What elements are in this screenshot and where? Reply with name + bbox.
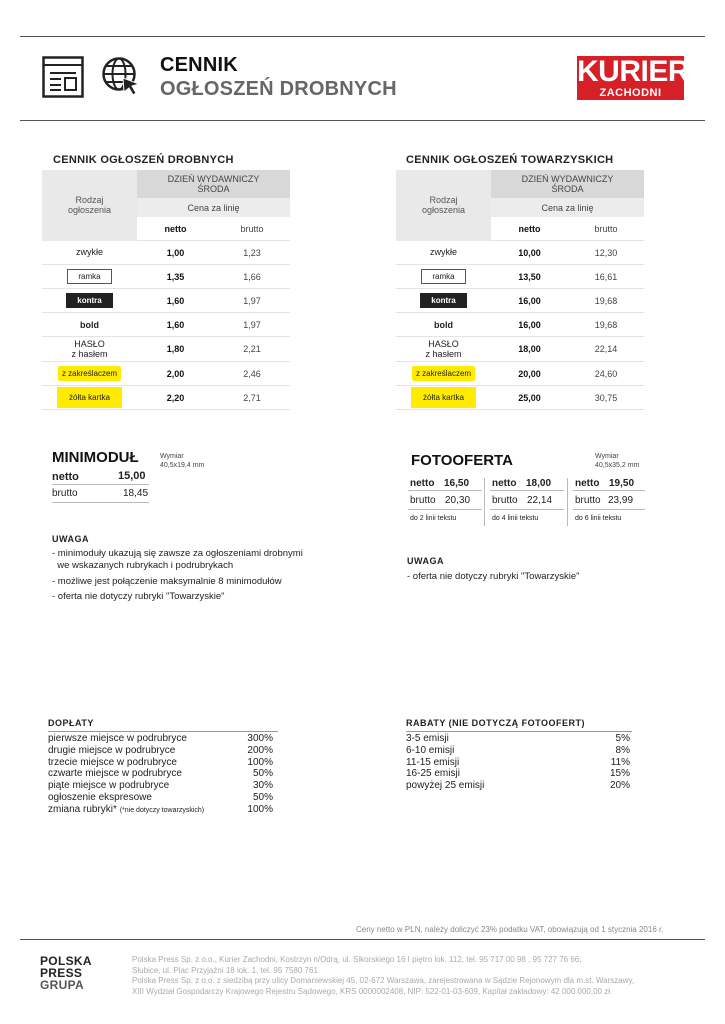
minimodul-brutto-label: brutto	[52, 488, 78, 499]
brutto-value: 22,14	[568, 337, 644, 362]
company-info: Polska Press Sp. z o.o., Kurier Zachodni, Kostrzyn n/Odrą, ul. Sikorskiego 16 I piętro lok. 112, tel. 95 717 00 98 , 95 727 76 66; Słubice, ul. Plac Przyjaźni 18 lok. 1, tel. 95 7580 761 Polska Press Sp. z o.o. z siedzibą przy ulicy Domaniewskiej 45, 02-672 Warszawa, zarejestrowana w Sądzie Rejonowym dla m.st. Warszawy, XIII Wydział Gospodarczy Krajowego Rejestru Sądowego, KRS 0000002408, NIP: 522-01-03-609, Kapitał zakładowy: 42 000 000,00 zł.	[132, 955, 635, 996]
page-subtitle: OGŁOSZEŃ DROBNYCH	[160, 78, 397, 100]
minimodul-note: - minimoduły ukazują się zawsze za ogłoszeniami drobnymi	[52, 548, 303, 559]
option-brutto-label: brutto	[410, 495, 436, 506]
brutto-value: 1,97	[214, 289, 290, 313]
fotooferta-option	[408, 478, 482, 526]
option-divider	[490, 490, 564, 491]
price-table-drobne	[42, 170, 290, 410]
netto-value: 13,50	[491, 265, 568, 289]
option-divider	[573, 490, 645, 491]
doplata-item: pierwsze miejsce w podrubryce 300%	[48, 733, 273, 744]
netto-value: 2,20	[137, 386, 214, 410]
fotooferta-title: FOTOOFERTA	[411, 452, 513, 469]
newspaper-icon	[42, 56, 84, 98]
doplata-item: trzecie miejsce w podrubryce 100%	[48, 756, 273, 768]
fotooferta-option	[490, 478, 564, 526]
option-netto-value: 16,50	[444, 478, 470, 489]
day-header: DZIEŃ WYDAWNICZY ŚRODA	[491, 170, 644, 198]
option-brutto-value: 20,30	[445, 495, 471, 506]
option-divider	[408, 490, 482, 491]
minimodul-wymiar: Wymiar 40,5x19,4 mm	[160, 453, 205, 469]
minimodul-brutto-value: 18,45	[123, 488, 149, 499]
option-divider	[490, 509, 564, 510]
netto-value: 2,00	[137, 362, 214, 386]
netto-value: 1,60	[137, 289, 214, 313]
brutto-value: 16,61	[568, 265, 644, 289]
netto-header: netto	[491, 217, 568, 241]
minimodul-note: - możliwe jest połączenie maksymalnie 8 minimodułów	[52, 576, 282, 587]
row-name: zwykłe	[42, 241, 137, 265]
option-separator	[484, 478, 485, 526]
brutto-value: 30,75	[568, 386, 644, 410]
netto-value: 1,80	[137, 337, 214, 362]
cena-header: Cena za linię	[137, 198, 290, 217]
row-name	[42, 386, 137, 410]
netto-value: 16,00	[491, 313, 568, 337]
option-note: do 4 linii tekstu	[492, 515, 539, 522]
left-table-title: CENNIK OGŁOSZEŃ DROBNYCH	[53, 154, 234, 166]
rabat-item: 3-5 emisji 5%	[406, 733, 630, 744]
row-name: bold	[42, 313, 137, 337]
option-netto-value: 18,00	[526, 478, 552, 489]
doplata-item: czwarte miejsce w podrubryce 50%	[48, 768, 273, 780]
minimodul-note: we wskazanych rubrykach i podrubrykach	[52, 560, 234, 571]
row-name: HASŁO z hasłem	[396, 337, 491, 362]
brutto-value: 12,30	[568, 241, 644, 265]
page-title: CENNIK	[160, 54, 238, 76]
netto-header: netto	[137, 217, 214, 241]
doplata-item: drugie miejsce w podrubryce 200%	[48, 744, 273, 756]
brutto-value: 2,21	[214, 337, 290, 362]
minimodul-divider	[52, 484, 149, 485]
netto-value: 16,00	[491, 289, 568, 313]
row-name	[396, 386, 491, 410]
option-divider	[408, 509, 482, 510]
cena-header: Cena za linię	[491, 198, 644, 217]
doplaty-title: DOPŁATY	[48, 718, 94, 728]
fotooferta-note: - oferta nie dotyczy rubryki "Towarzyskie"	[407, 571, 580, 582]
header-divider	[20, 120, 705, 121]
row-name	[396, 265, 491, 289]
minimodul-title: MINIMODUŁ	[52, 449, 139, 466]
option-divider	[573, 509, 645, 510]
brutto-value: 2,46	[214, 362, 290, 386]
rabaty-divider	[406, 731, 632, 732]
kontra-tag: kontra	[420, 293, 466, 308]
option-brutto-label: brutto	[575, 495, 601, 506]
netto-value: 20,00	[491, 362, 568, 386]
brutto-value: 1,23	[214, 241, 290, 265]
kurier-zachodni-logo: KURIER ZACHODNI	[577, 55, 690, 99]
rodzaj-header: Rodzaj ogłoszenia	[396, 170, 491, 241]
doplaty-list	[48, 733, 273, 816]
brutto-value: 1,66	[214, 265, 290, 289]
row-name: HASŁO z hasłem	[42, 337, 137, 362]
globe-cursor-icon	[101, 56, 143, 98]
option-note: do 2 linii tekstu	[410, 515, 457, 522]
rabaty-title: RABATY (NIE DOTYCZĄ FOTOOFERT)	[406, 718, 585, 728]
zolta-kartka-tag: żółta kartka	[57, 387, 122, 408]
row-name	[396, 362, 491, 386]
option-netto-label: netto	[492, 478, 517, 489]
brutto-value: 19,68	[568, 313, 644, 337]
option-note: do 6 linii tekstu	[575, 515, 622, 522]
minimodul-note: - oferta nie dotyczy rubryki "Towarzyskie"	[52, 591, 225, 602]
brutto-value: 24,60	[568, 362, 644, 386]
row-name	[42, 265, 137, 289]
netto-value: 1,35	[137, 265, 214, 289]
row-name	[396, 289, 491, 313]
fotooferta-option	[573, 478, 645, 526]
day-header: DZIEŃ WYDAWNICZY ŚRODA	[137, 170, 290, 198]
brutto-value: 2,71	[214, 386, 290, 410]
rodzaj-header: Rodzaj ogłoszenia	[42, 170, 137, 241]
zakreslacz-tag: z zakreślaczem	[58, 366, 121, 381]
brutto-value: 1,97	[214, 313, 290, 337]
option-netto-value: 19,50	[609, 478, 635, 489]
option-brutto-value: 22,14	[527, 495, 553, 506]
vat-note: Ceny netto w PLN, należy doliczyć 23% podatku VAT, obowiązują od 1 stycznia 2016 r.	[356, 925, 664, 934]
polska-press-logo: POLSKA PRESS GRUPA	[40, 954, 92, 992]
rabat-item: 16-25 emisji 15%	[406, 768, 630, 780]
netto-value: 1,00	[137, 241, 214, 265]
brutto-header: brutto	[214, 217, 290, 241]
doplata-item: ogłoszenie ekspresowe 50%	[48, 791, 273, 803]
zolta-kartka-tag: żółta kartka	[411, 387, 476, 408]
right-table-title: CENNIK OGŁOSZEŃ TOWARZYSKICH	[406, 154, 614, 166]
fotooferta-options	[408, 478, 645, 526]
option-separator	[567, 478, 568, 526]
rabat-item: 6-10 emisji 8%	[406, 744, 630, 756]
price-table-towarzyskie	[396, 170, 644, 410]
doplaty-divider	[48, 731, 278, 732]
minimodul-divider	[52, 502, 149, 503]
netto-value: 10,00	[491, 241, 568, 265]
zakreslacz-tag: z zakreślaczem	[412, 366, 475, 381]
option-netto-label: netto	[575, 478, 600, 489]
netto-value: 18,00	[491, 337, 568, 362]
minimodul-uwaga: UWAGA	[52, 534, 89, 544]
fotooferta-wymiar: Wymiar 40,5x35,2 mm	[595, 453, 640, 469]
option-brutto-value: 23,99	[608, 495, 634, 506]
doplata-item: piąte miejsce w podrubryce 30%	[48, 780, 273, 792]
row-name: bold	[396, 313, 491, 337]
fotooferta-uwaga: UWAGA	[407, 556, 444, 566]
netto-value: 1,60	[137, 313, 214, 337]
row-name	[42, 362, 137, 386]
ramka-tag: ramka	[67, 269, 111, 284]
option-netto-label: netto	[410, 478, 435, 489]
row-name: zwykłe	[396, 241, 491, 265]
option-brutto-label: brutto	[492, 495, 518, 506]
rabaty-list	[406, 733, 630, 792]
brutto-value: 19,68	[568, 289, 644, 313]
rabat-item: powyżej 25 emisji 20%	[406, 780, 630, 792]
minimodul-netto-label: netto	[52, 471, 79, 483]
kontra-tag: kontra	[66, 293, 112, 308]
doplata-item: zmiana rubryki* (*nie dotyczy towarzyskich) 100%	[48, 803, 273, 815]
rabat-item: 11-15 emisji 11%	[406, 756, 630, 768]
row-name	[42, 289, 137, 313]
top-divider	[20, 36, 705, 37]
ramka-tag: ramka	[421, 269, 465, 284]
minimodul-netto-value: 15,00	[118, 470, 146, 482]
brutto-header: brutto	[568, 217, 644, 241]
netto-value: 25,00	[491, 386, 568, 410]
footer-divider	[20, 939, 705, 940]
